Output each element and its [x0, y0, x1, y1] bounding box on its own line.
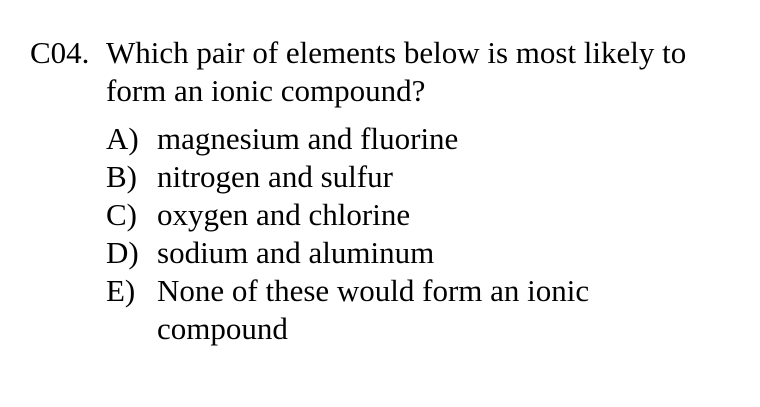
choice-text: magnesium and fluorine [157, 121, 459, 156]
choice-letter: C) [106, 197, 137, 232]
choice-letter: E) [106, 273, 136, 308]
question-stem [30, 34, 750, 110]
answer-choices [106, 120, 750, 348]
question-text: Which pair of elements below is most likely to form an ionic compound? [106, 35, 687, 108]
choice-text: nitrogen and sulfur [157, 159, 393, 194]
question-block [30, 34, 750, 348]
question-number: C04. [30, 35, 90, 70]
choice-b [106, 158, 750, 196]
choice-d [106, 234, 750, 272]
choice-letter: A) [106, 121, 139, 156]
choice-text: sodium and aluminum [157, 235, 435, 270]
choice-letter: D) [106, 235, 139, 270]
choice-a [106, 120, 750, 158]
choice-e [106, 272, 750, 348]
choice-text: None of these would form an ionic compound [157, 273, 590, 346]
choice-text: oxygen and chlorine [157, 197, 411, 232]
choice-c [106, 196, 750, 234]
choice-letter: B) [106, 159, 137, 194]
